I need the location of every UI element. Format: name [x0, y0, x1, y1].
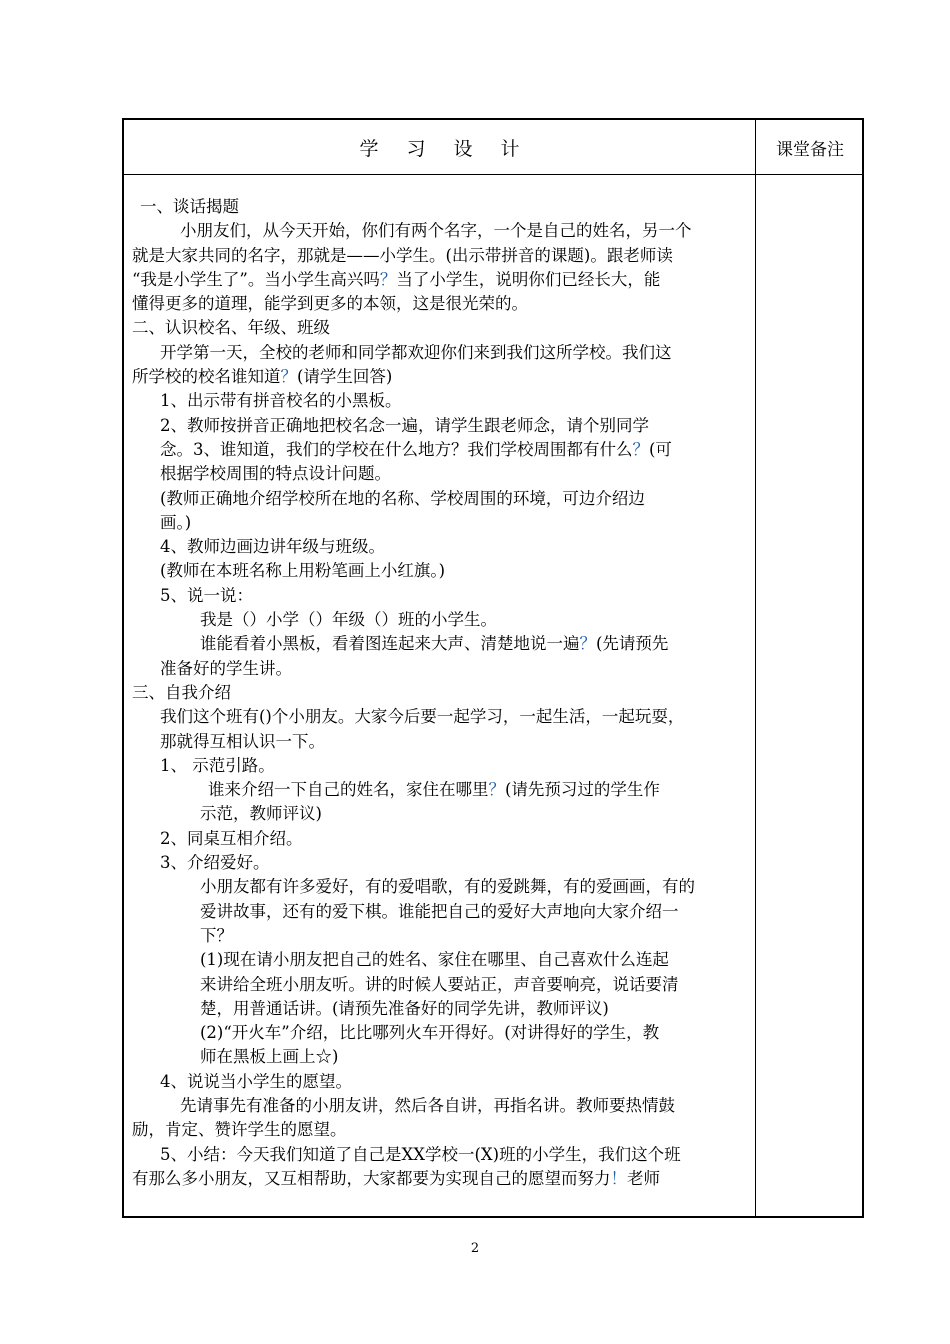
text-segment: 懂得更多的道理，能学到更多的本领，这是很光荣的。 — [132, 294, 528, 314]
text-segment: 有那么多小朋友，又互相帮助，大家都要为实现自己的愿望而努力 — [132, 1168, 611, 1188]
text-segment: 那就得互相认识一下。 — [160, 731, 325, 751]
text-line — [132, 827, 747, 851]
text-segment: 爱讲故事，还有的爱下棋。谁能把自己的爱好大声地向大家介绍一 — [200, 901, 679, 921]
text-segment: 来讲给全班小朋友听。讲的时候人要站正，声音要响亮，说话要清 — [200, 974, 679, 994]
text-line — [132, 1118, 747, 1142]
text-line — [132, 462, 747, 486]
text-line — [132, 195, 747, 219]
text-line — [132, 414, 747, 438]
text-line — [132, 1094, 747, 1118]
text-line — [132, 657, 747, 681]
text-line — [132, 705, 747, 729]
text-segment: 1、出示带有拼音校名的小黑板。 — [160, 391, 402, 411]
text-line — [132, 900, 747, 924]
text-segment: 谁能看着小黑板，看着图连起来大声、清楚地说一遍 — [200, 634, 580, 654]
header-class-notes: 课堂备注 — [776, 139, 844, 160]
text-segment: 楚，用普通话讲。(请预先准备好的同学先讲，教师评议) — [200, 998, 609, 1018]
text-segment: 一、谈话揭题 — [140, 197, 239, 216]
text-line — [132, 1045, 747, 1069]
text-segment: 下？ — [200, 925, 233, 945]
text-segment: 就是大家共同的名字，那就是——小学生。(出示带拼音的课题)。跟老师读 — [132, 245, 673, 265]
text-line — [132, 608, 747, 632]
text-line — [132, 487, 747, 511]
text-line — [132, 948, 747, 972]
text-segment: 三、自我介绍 — [132, 682, 231, 702]
text-segment: (可 — [649, 439, 672, 459]
text-line — [132, 997, 747, 1021]
header-learning-design: 学习设计 — [359, 137, 548, 160]
text-segment: 5、小结：今天我们知道了自己是XX学校一(X)班的小学生，我们这个班 — [160, 1144, 681, 1164]
text-line — [132, 584, 747, 608]
text-segment: (2)“开火车”介绍，比比哪列火车开得好。(对讲得好的学生，教 — [200, 1023, 660, 1043]
text-line — [132, 632, 747, 656]
text-line — [132, 1167, 747, 1191]
text-line — [132, 438, 747, 462]
text-segment: 5、说一说： — [160, 585, 253, 605]
text-segment: 根据学校周围的特点设计问题。 — [160, 464, 391, 484]
text-line — [132, 219, 747, 243]
text-line — [132, 365, 747, 389]
text-line — [132, 973, 747, 997]
text-segment: (请学生回答) — [297, 367, 393, 387]
text-segment: 谁来介绍一下自己的姓名，家住在哪里 — [208, 780, 489, 800]
text-line — [132, 802, 747, 826]
text-segment: 4、教师边画边讲年级与班级。 — [160, 537, 385, 557]
text-segment: 所学校的校名谁知道 — [132, 367, 281, 387]
punctuation-mark: ？ — [579, 634, 596, 654]
text-line — [132, 389, 747, 413]
text-segment: 3、介绍爱好。 — [160, 853, 270, 873]
text-segment: 开学第一天，全校的老师和同学都欢迎你们来到我们这所学校。我们这 — [160, 342, 672, 362]
text-segment: 我是（）小学（）年级（）班的小学生。 — [200, 610, 497, 630]
text-line — [132, 292, 747, 316]
header-divider — [124, 174, 862, 175]
text-segment: 小朋友们，从今天开始，你们有两个名字，一个是自己的姓名，另一个 — [180, 221, 692, 241]
text-segment: 师在黑板上画上☆) — [200, 1047, 339, 1067]
text-line — [132, 511, 747, 535]
text-segment: 二、认识校名、年级、班级 — [132, 318, 330, 338]
text-segment: 准备好的学生讲。 — [160, 658, 292, 678]
punctuation-mark: ？ — [280, 367, 297, 387]
punctuation-mark: ？ — [488, 780, 505, 800]
punctuation-mark: ？ — [379, 269, 397, 289]
text-line — [132, 535, 747, 559]
text-segment: 示范，教师评议) — [200, 804, 322, 824]
text-line — [132, 754, 747, 778]
text-line — [132, 341, 747, 365]
punctuation-mark: ！ — [610, 1168, 627, 1188]
text-segment: 励，肯定、赞许学生的愿望。 — [132, 1120, 347, 1140]
text-line — [132, 1143, 747, 1167]
text-segment: 先请事先有准备的小朋友讲，然后各自讲，再指名讲。教师要热情鼓 — [180, 1095, 675, 1115]
text-segment: 画。) — [160, 512, 192, 532]
text-segment: 我们这个班有()个小朋友。大家今后要一起学习，一起生活，一起玩耍， — [160, 707, 685, 727]
text-line — [132, 875, 747, 899]
text-line — [132, 851, 747, 875]
text-segment: (教师在本班名称上用粉笔画上小红旗。) — [160, 561, 446, 581]
page-number: 2 — [470, 1241, 480, 1256]
text-line — [132, 778, 747, 802]
text-segment: (1)现在请小朋友把自己的姓名、家住在哪里、自己喜欢什么连起 — [200, 950, 669, 970]
text-line — [132, 924, 747, 948]
text-line — [132, 268, 747, 292]
text-segment: 1、 示范引路。 — [160, 755, 275, 775]
text-segment: 当了小学生，说明你们已经长大，能 — [396, 269, 661, 289]
text-segment: 2、同桌互相介绍。 — [160, 828, 303, 848]
text-line — [132, 1021, 747, 1045]
text-segment: 念。3、谁知道，我们的学校在什么地方？我们学校周围都有什么 — [160, 439, 633, 459]
text-line — [132, 730, 747, 754]
punctuation-mark: ？ — [632, 439, 649, 459]
column-divider — [755, 120, 756, 1216]
text-segment: (请先预习过的学生作 — [505, 780, 660, 800]
text-segment: 4、说说当小学生的愿望。 — [160, 1071, 352, 1091]
text-line — [132, 244, 747, 268]
text-line — [132, 1070, 747, 1094]
text-segment: 老师 — [627, 1168, 660, 1188]
text-segment: “我是小学生了”。当小学生高兴吗 — [132, 269, 380, 289]
text-segment: 小朋友都有许多爱好，有的爱唱歌，有的爱跳舞，有的爱画画，有的 — [200, 877, 695, 897]
text-line — [132, 559, 747, 583]
text-segment: (先请预先 — [596, 634, 669, 654]
text-segment: (教师正确地介绍学校所在地的名称、学校周围的环境，可边介绍边 — [160, 488, 645, 508]
text-segment: 2、教师按拼音正确地把校名念一遍，请学生跟老师念，请个别同学 — [160, 415, 649, 435]
text-line — [132, 316, 747, 340]
text-line — [132, 681, 747, 705]
lesson-content — [124, 176, 755, 1216]
lesson-table — [122, 118, 864, 1218]
